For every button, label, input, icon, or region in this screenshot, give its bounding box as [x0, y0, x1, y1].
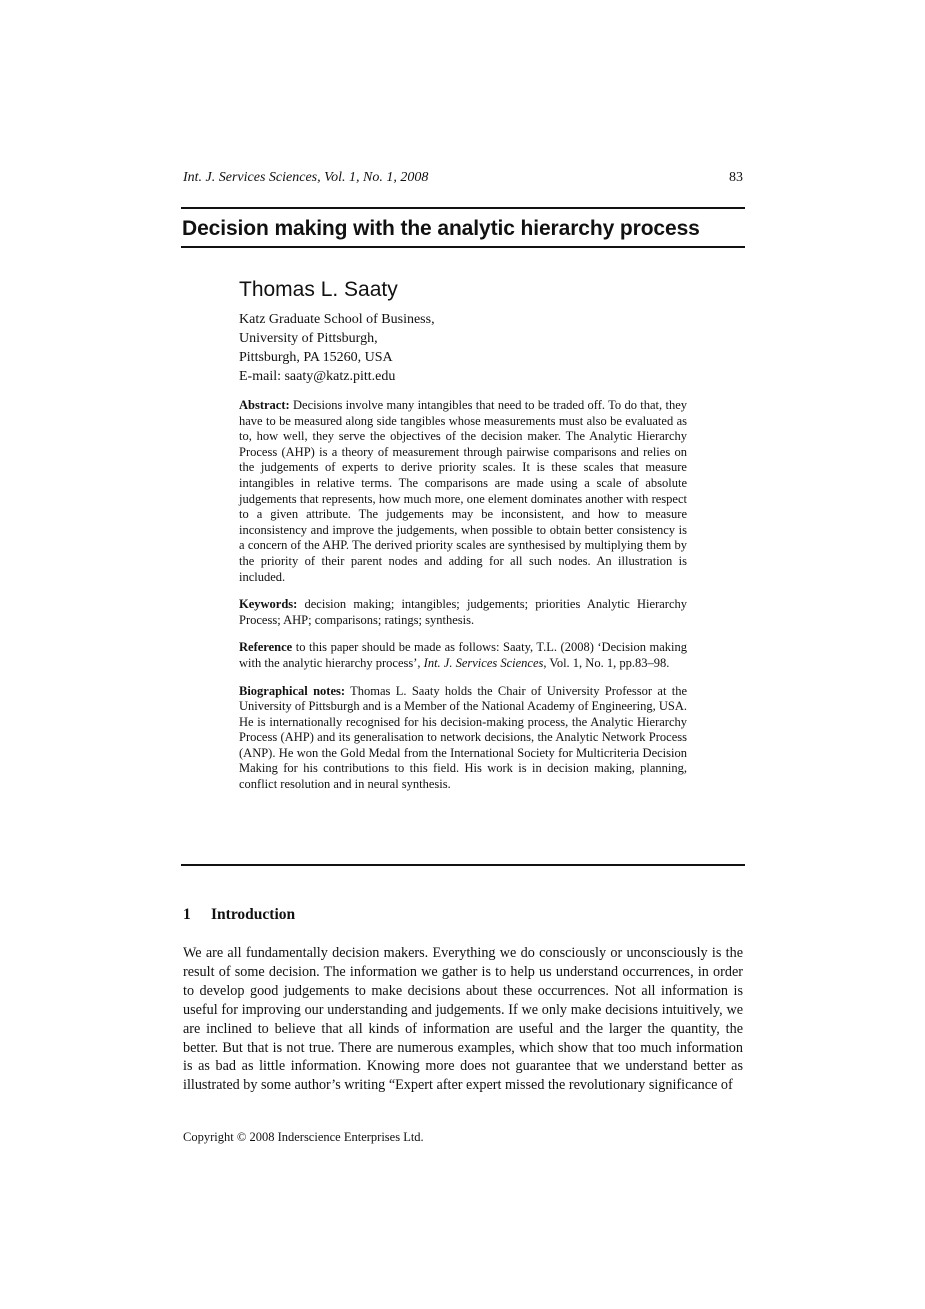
journal-citation: Int. J. Services Sciences, Vol. 1, No. 1, 2008	[183, 170, 429, 185]
affiliation-line: Pittsburgh, PA 15260, USA	[239, 350, 393, 365]
affiliation-line: University of Pittsburgh,	[239, 331, 378, 346]
author-email: E-mail: saaty@katz.pitt.edu	[239, 369, 396, 384]
page-number: 83	[729, 170, 743, 185]
reference-journal: Int. J. Services Sciences	[423, 655, 544, 670]
biographical-notes	[239, 684, 687, 793]
keywords	[239, 597, 687, 628]
title-block	[181, 207, 745, 248]
keywords-label: Keywords:	[239, 597, 298, 612]
section-number: 1	[183, 906, 191, 923]
copyright-notice: Copyright © 2008 Inderscience Enterprises Ltd.	[183, 1130, 424, 1144]
section-title: Introduction	[211, 906, 296, 923]
reference-label: Reference	[239, 640, 293, 655]
front-matter	[239, 398, 687, 805]
paper-title: Decision making with the analytic hierarchy process	[182, 217, 700, 240]
title-bottom-rule	[181, 246, 745, 248]
reference-text: to this paper should be made as follows: Saaty, T.L. (2008) ‘Decision making with the analytic hierarchy process’,	[239, 640, 687, 670]
author-affiliation	[239, 310, 689, 386]
title-top-rule	[181, 207, 745, 209]
author-name: Thomas L. Saaty	[239, 278, 398, 301]
author-block	[239, 276, 689, 386]
body-paragraph: We are all fundamentally decision makers. Everything we do consciously or unconsciously is the result of some decision. The information we gather is to help us understand occurrences, in order to develop good judgements to make decisions about these occurrences. Not all information is useful for improving our understanding and judgements. If we only make decisions intuitively, we are inclined to believe that all kinds of information are useful and the larger the quantity, the better. But that is not true. There are numerous examples, which show that too much information is as bad as little information. Knowing more does not guarantee that we understand better as illustrated by some author’s writing “Expert after expert missed the revolutionary significance of	[183, 945, 743, 1094]
section-heading	[183, 906, 295, 924]
reference	[239, 640, 687, 671]
abstract-label: Abstract:	[239, 398, 290, 412]
affiliation-line: Katz Graduate School of Business,	[239, 312, 435, 327]
keywords-text: decision making; intangibles; judgements; priorities Analytic Hierarchy Process; AHP; comparisons; ratings; synthesis.	[239, 597, 687, 627]
reference-volume: , Vol. 1, No. 1, pp.83–98.	[543, 655, 670, 670]
abstract	[239, 398, 687, 585]
front-matter-rule	[181, 864, 745, 866]
bio-text: Thomas L. Saaty holds the Chair of University Professor at the University of Pittsburgh and is a Member of the National Academy of Engineering, USA. He is internationally recognised for his decision-making process, the Analytic Hierarchy Process (AHP) and its generalisation to network decisions, the Analytic Network Process (ANP). He won the Gold Medal from the International Society for Multicriteria Decision Making for his contributions to this field. His work is in decision making, planning, conflict resolution and in neural synthesis.	[239, 683, 688, 792]
bio-label: Biographical notes:	[239, 683, 346, 698]
abstract-text: Decisions involve many intangibles that need to be traded off. To do that, they have to be measured along side tangibles whose measurements must also be evaluated as to, how well, they serve the objectives of the decision maker. The Analytic Hierarchy Process (AHP) is a theory of measurement through pairwise comparisons and relies on the judgements of experts to derive priority scales. It is these scales that measure intangibles in relative terms. The comparisons are made using a scale of absolute judgements that represents, how much more, one element dominates another with respect to a given attribute. The judgements may be inconsistent, and how to measure inconsistency and improve the judgements, when possible to obtain better consistency is a concern of the AHP. The derived priority scales are synthesised by multiplying them by the priority of their parent nodes and adding for all such nodes. An illustration is included.	[239, 398, 687, 584]
running-header	[183, 170, 743, 188]
